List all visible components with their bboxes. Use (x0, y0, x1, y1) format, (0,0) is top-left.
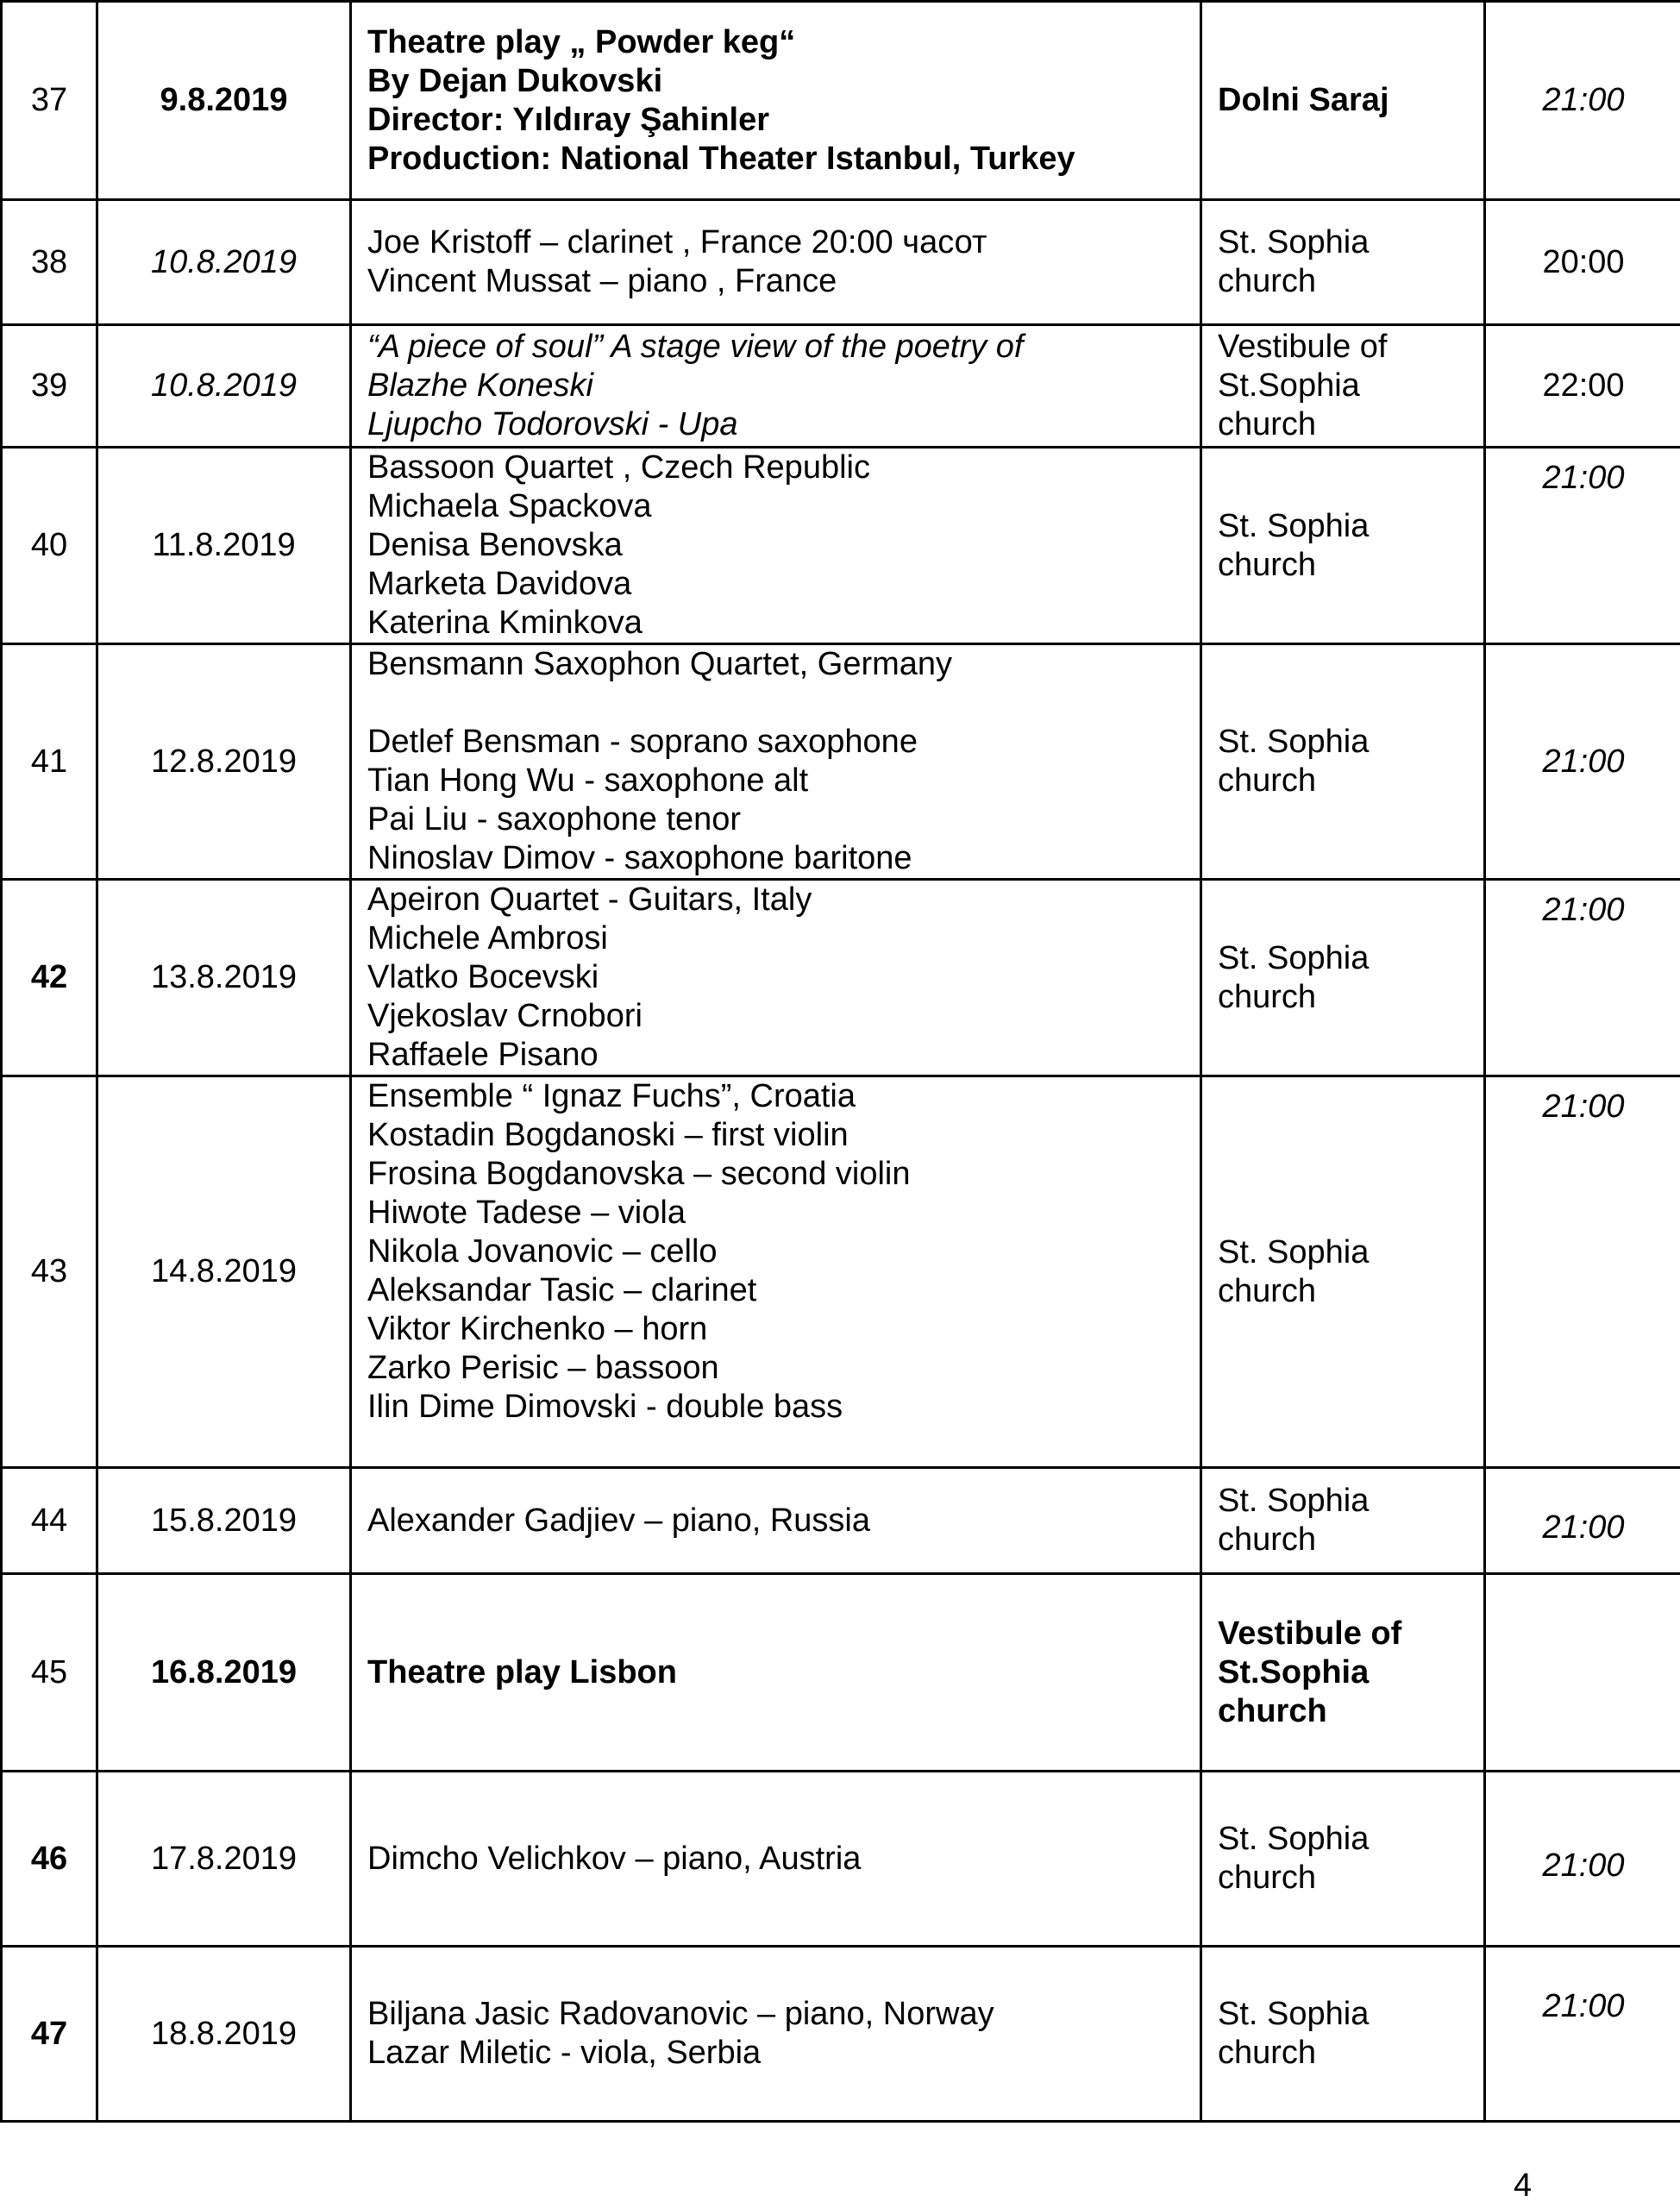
venue-line: St. Sophia (1218, 224, 1370, 260)
venue-line: St.Sophia (1218, 367, 1360, 404)
row-number: 44 (2, 1468, 97, 1574)
venue-line: church (1218, 2035, 1317, 2071)
row-program (351, 1468, 1201, 1574)
venue-line: St.Sophia (1218, 1653, 1370, 1690)
row-program (351, 200, 1201, 325)
table-row (2, 448, 1680, 644)
row-date: 10.8.2019 (97, 325, 351, 448)
row-program (351, 325, 1201, 448)
row-time: 22:00 (1485, 325, 1680, 448)
venue-line: church (1218, 263, 1317, 299)
row-number: 46 (2, 1772, 97, 1947)
venue-line: Dolni Saraj (1218, 82, 1389, 118)
program-line: Viktor Kirchenko – horn (367, 1311, 708, 1347)
program-line: Biljana Jasic Radovanovic – piano, Norway (367, 1996, 994, 2032)
row-program (351, 644, 1201, 880)
table-row (2, 1772, 1680, 1947)
row-date: 14.8.2019 (97, 1076, 351, 1468)
row-number: 42 (2, 880, 97, 1076)
row-time: 21:00 (1485, 1076, 1680, 1468)
row-time: 20:00 (1485, 200, 1680, 325)
row-program (351, 1947, 1201, 2122)
row-time: 21:00 (1485, 1947, 1680, 2122)
row-program (351, 2, 1201, 200)
row-number: 40 (2, 448, 97, 644)
program-line: Denisa Benovska (367, 527, 623, 563)
row-time: 21:00 (1485, 2, 1680, 200)
row-program (351, 1076, 1201, 1468)
venue-line: church (1218, 1692, 1327, 1729)
program-line: Detlef Bensman - soprano saxophone (367, 724, 918, 760)
table-row (2, 325, 1680, 448)
program-line: Bassoon Quartet , Czech Republic (367, 449, 870, 486)
row-venue (1201, 325, 1485, 448)
row-number: 47 (2, 1947, 97, 2122)
table-row (2, 1468, 1680, 1574)
row-number: 37 (2, 2, 97, 200)
row-time: 21:00 (1485, 1468, 1680, 1574)
program-line: Pai Liu - saxophone tenor (367, 801, 742, 837)
row-date: 11.8.2019 (97, 448, 351, 644)
venue-line: church (1218, 546, 1317, 583)
row-venue (1201, 1947, 1485, 2122)
program-line: Marketa Davidova (367, 566, 632, 602)
program-line: Nikola Jovanovic – cello (367, 1233, 718, 1270)
row-venue (1201, 644, 1485, 880)
program-line: Vlatko Bocevski (367, 959, 599, 995)
row-program (351, 1574, 1201, 1772)
program-line: Hiwote Tadese – viola (367, 1195, 686, 1231)
venue-line: St. Sophia (1218, 724, 1370, 760)
program-line: Production: National Theater Istanbul, Turkey (367, 140, 1075, 177)
program-line: Ensemble “ Ignaz Fuchs”, Croatia (367, 1078, 856, 1114)
venue-line: St. Sophia (1218, 507, 1370, 544)
program-line: Frosina Bogdanovska – second violin (367, 1156, 911, 1192)
row-number: 43 (2, 1076, 97, 1468)
venue-line: church (1218, 1860, 1317, 1896)
venue-line: church (1218, 978, 1317, 1015)
venue-line: church (1218, 762, 1317, 799)
table-row (2, 1947, 1680, 2122)
program-line: Ilin Dime Dimovski - double bass (367, 1389, 843, 1425)
table-row (2, 644, 1680, 880)
program-line: Blazhe Koneski (367, 367, 593, 404)
program-line: Bensmann Saxophon Quartet, Germany (367, 646, 953, 682)
row-time: 21:00 (1485, 1772, 1680, 1947)
row-time: 21:00 (1485, 644, 1680, 880)
row-number: 41 (2, 644, 97, 880)
program-line: Dimcho Velichkov – piano, Austria (367, 1840, 862, 1877)
row-date: 15.8.2019 (97, 1468, 351, 1574)
venue-line: Vestibule of (1218, 1615, 1402, 1652)
program-line: Theatre play „ Powder keg“ (367, 23, 796, 60)
venue-line: church (1218, 1521, 1317, 1558)
program-line: Aleksandar Tasic – clarinet (367, 1272, 757, 1308)
program-line: Theatre play Lisbon (367, 1653, 677, 1690)
program-line: Lazar Miletic - viola, Serbia (367, 2035, 762, 2071)
program-line: Katerina Kminkova (367, 605, 643, 641)
row-venue (1201, 1574, 1485, 1772)
row-date: 9.8.2019 (97, 2, 351, 200)
row-date: 17.8.2019 (97, 1772, 351, 1947)
venue-line: St. Sophia (1218, 1233, 1370, 1270)
program-line: Vjekoslav Crnobori (367, 998, 643, 1034)
program-line: Director: Yıldıray Şahinler (367, 101, 770, 138)
row-venue (1201, 448, 1485, 644)
table-row (2, 880, 1680, 1076)
program-line: Ljupcho Todorovski - Upa (367, 406, 738, 442)
program-line: Joe Kristoff – clarinet , France 20:00 часот (367, 224, 987, 260)
page-number: 4 (1514, 2167, 1533, 2204)
row-program (351, 1772, 1201, 1947)
row-date: 13.8.2019 (97, 880, 351, 1076)
row-time (1485, 1574, 1680, 1772)
row-venue (1201, 1468, 1485, 1574)
program-line: Vincent Mussat – piano , France (367, 263, 837, 299)
program-line: By Dejan Dukovski (367, 62, 663, 99)
row-program (351, 448, 1201, 644)
row-date: 12.8.2019 (97, 644, 351, 880)
venue-line: St. Sophia (1218, 1821, 1370, 1857)
venue-line: St. Sophia (1218, 1483, 1370, 1519)
program-line: Alexander Gadjiev – piano, Russia (367, 1502, 871, 1539)
venue-line: church (1218, 1272, 1317, 1309)
row-date: 18.8.2019 (97, 1947, 351, 2122)
row-date: 16.8.2019 (97, 1574, 351, 1772)
row-number: 38 (2, 200, 97, 325)
row-program (351, 880, 1201, 1076)
program-line (367, 684, 1184, 723)
venue-line: church (1218, 406, 1317, 442)
venue-line: St. Sophia (1218, 1996, 1370, 2032)
table-row (2, 2, 1680, 200)
program-line: Kostadin Bogdanoski – first violin (367, 1117, 849, 1153)
program-line: Michaela Spackova (367, 488, 652, 524)
row-venue (1201, 2, 1485, 200)
row-number: 39 (2, 325, 97, 448)
table-row (2, 1076, 1680, 1468)
row-venue (1201, 200, 1485, 325)
row-venue (1201, 1772, 1485, 1947)
program-line: “A piece of soul” A stage view of the poetry of (367, 329, 1024, 365)
row-venue (1201, 1076, 1485, 1468)
row-venue (1201, 880, 1485, 1076)
program-line: Apeiron Quartet - Guitars, Italy (367, 881, 812, 918)
venue-line: St. Sophia (1218, 939, 1370, 976)
program-line: Tian Hong Wu - saxophone alt (367, 762, 809, 799)
row-time: 21:00 (1485, 448, 1680, 644)
row-time: 21:00 (1485, 880, 1680, 1076)
row-number: 45 (2, 1574, 97, 1772)
program-line: Raffaele Pisano (367, 1037, 599, 1073)
table-row (2, 200, 1680, 325)
program-line: Ninoslav Dimov - saxophone baritone (367, 840, 912, 876)
table-row (2, 1574, 1680, 1772)
program-line: Michele Ambrosi (367, 920, 608, 957)
venue-line: Vestibule of (1218, 329, 1388, 365)
program-line: Zarko Perisic – bassoon (367, 1350, 719, 1386)
row-date: 10.8.2019 (97, 200, 351, 325)
